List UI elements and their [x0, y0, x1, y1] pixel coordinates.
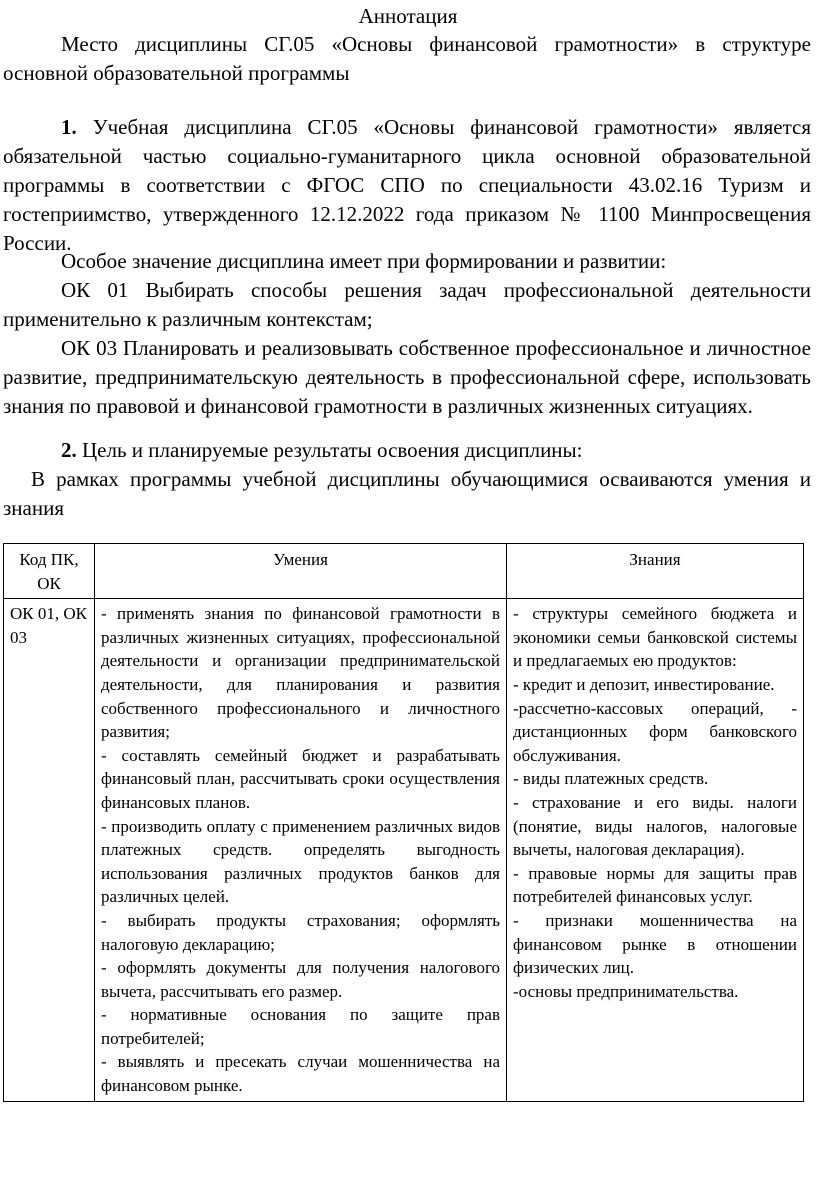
skill-item: - выбирать продукты страхования; оформлять налоговую декларацию;	[101, 910, 500, 954]
skill-item: - нормативные основания по защите прав потребителей;	[101, 1005, 500, 1048]
knowledge-item: -рассчетно-кассовых операций, - дистанционных форм банковского обслуживания.	[513, 698, 797, 765]
knowledge-item: - страхование и его виды. налоги (понятие, виды налогов, налоговые вычеты, налоговая декларация).	[513, 792, 797, 860]
header-skills: Умения	[95, 544, 507, 599]
knowledge-item: - структуры семейного бюджета и экономики семьи банковской системы и предлагаемых ею продуктов:	[513, 604, 797, 671]
table-header-row	[4, 544, 804, 599]
knowledge-item: - кредит и депозит, инвестирование.	[513, 674, 775, 694]
ok01-paragraph: ОК 01 Выбирать способы решения задач профессиональной деятельности применительно к различным контекстам;	[3, 278, 811, 331]
knowledge-item: - правовые нормы для защиты прав потребителей финансовых услуг.	[513, 863, 797, 907]
section-2-number: 2.	[61, 438, 77, 462]
document-title: Аннотация	[358, 4, 458, 28]
competency-table	[3, 543, 804, 1102]
ok03-paragraph: ОК 03 Планировать и реализовывать собственное профессиональное и личностное развитие, предпринимательскую деятельность в профессиональной сфере, использовать знания по правовой и финансовой грамотности в различных жизненных ситуациях.	[3, 336, 811, 418]
cell-code: ОК 01, ОК 03	[4, 599, 95, 1101]
header-code: Код ПК, ОК	[4, 544, 95, 599]
intro-paragraph: Место дисциплины СГ.05 «Основы финансовой грамотности» в структуре основной образовательной программы	[3, 32, 811, 85]
skill-item: - составлять семейный бюджет и разрабатывать финансовый план, рассчитывать сроки осуществления финансовых планов.	[101, 745, 500, 812]
section-2-text: Цель и планируемые результаты освоения дисциплины:	[76, 438, 583, 462]
table-row	[4, 599, 804, 1101]
skill-item: - применять знания по финансовой грамотности в различных жизненных ситуациях, профессиональной деятельности и организации предпринимательской деятельности, для планирования и развития собственного профессионального и личностного развития;	[101, 604, 500, 742]
cell-knowledge	[507, 599, 804, 1101]
section-2-paragraph	[3, 436, 811, 465]
section-1-paragraph	[3, 113, 811, 258]
skill-item: - оформлять документы для получения налогового вычета, рассчитывать его размер.	[101, 958, 500, 1001]
knowledge-item: - виды платежных средств.	[513, 769, 709, 789]
knowledge-item: - признаки мошенничества на финансовом рынке в отношении физических лиц.	[513, 910, 797, 978]
skill-item: - выявлять и пресекать случаи мошенничества на финансовом рынке.	[101, 1052, 500, 1096]
knowledge-item: -основы предпринимательства.	[513, 981, 739, 1001]
special-paragraph: Особое значение дисциплина имеет при формировании и развитии:	[61, 249, 667, 273]
cell-skills	[95, 599, 507, 1101]
skill-item: - производить оплату с применением различных видов платежных средств. определять выгодность использования различных продуктов банков для различных целей.	[101, 816, 500, 907]
section-1-number: 1.	[61, 115, 77, 139]
frame-paragraph: В рамках программы учебной дисциплины обучающимися осваиваются умения и знания	[3, 467, 811, 520]
header-knowledge: Знания	[507, 544, 804, 599]
section-1-text: Учебная дисциплина СГ.05 «Основы финансовой грамотности» является обязательной частью социально-гуманитарного цикла основной образовательной программы в соответствии с ФГОС СПО по специальности 43.02.16 Туризм и гостеприимство, утвержденного 12.12.2022 года приказом № 1100 Минпросвещения России.	[3, 115, 811, 255]
